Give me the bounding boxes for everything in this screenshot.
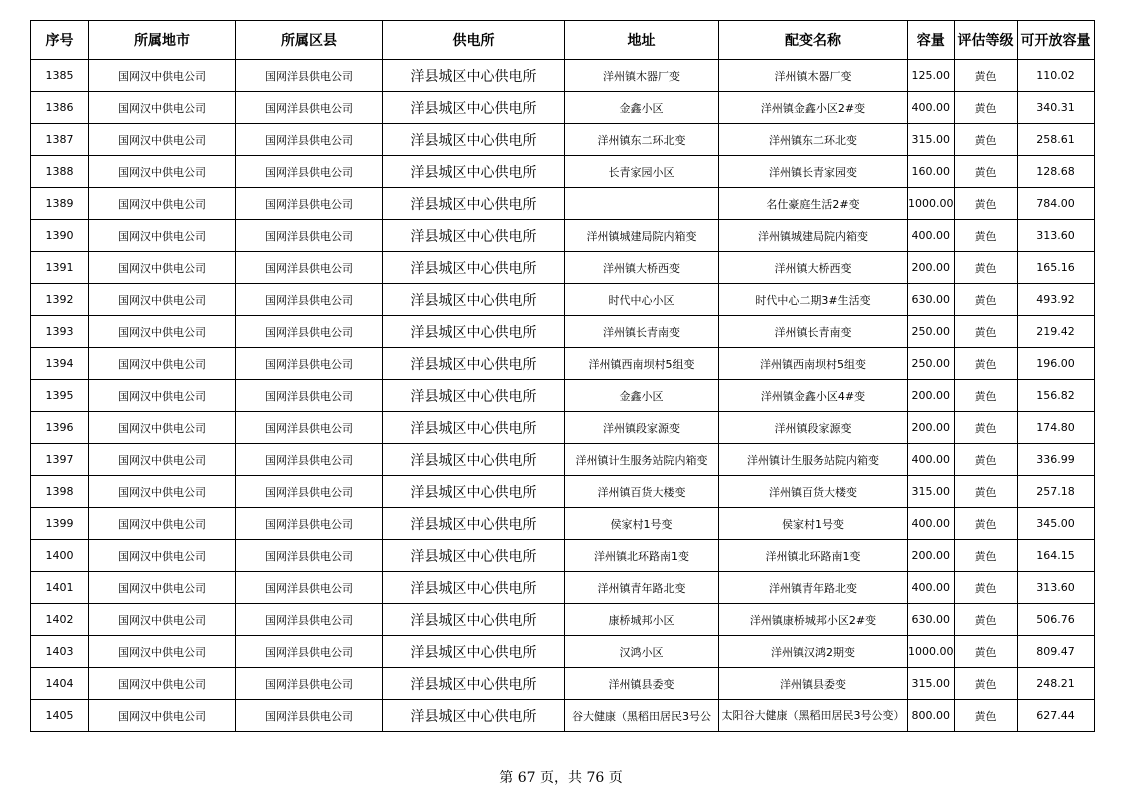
table-row	[31, 636, 1095, 668]
cell-station: 洋县城区中心供电所	[383, 316, 565, 348]
cell-capacity: 315.00	[908, 668, 955, 700]
cell-county: 国网洋县供电公司	[236, 476, 383, 508]
cell-transformer-name: 洋州镇百货大楼变	[719, 476, 908, 508]
cell-no: 1386	[31, 92, 89, 124]
cell-county: 国网洋县供电公司	[236, 124, 383, 156]
cell-station: 洋县城区中心供电所	[383, 700, 565, 732]
cell-county: 国网洋县供电公司	[236, 412, 383, 444]
cell-no: 1392	[31, 284, 89, 316]
header-station: 供电所	[383, 21, 565, 60]
table-row	[31, 220, 1095, 252]
cell-address	[565, 700, 719, 732]
cell-capacity: 200.00	[908, 380, 955, 412]
cell-transformer-name: 洋州镇段家源变	[719, 412, 908, 444]
cell-transformer-name: 洋州镇西南坝村5组变	[719, 348, 908, 380]
cell-city: 国网汉中供电公司	[89, 412, 236, 444]
cell-no: 1401	[31, 572, 89, 604]
cell-open-capacity: 164.15	[1017, 540, 1094, 572]
cell-city: 国网汉中供电公司	[89, 252, 236, 284]
cell-station: 洋县城区中心供电所	[383, 380, 565, 412]
cell-address: 洋州镇北环路南1变	[565, 540, 719, 572]
cell-transformer-name: 侯家村1号变	[719, 508, 908, 540]
cell-address: 洋州镇东二环北变	[565, 124, 719, 156]
cell-address: 侯家村1号变	[565, 508, 719, 540]
cell-address: 洋州镇县委变	[565, 668, 719, 700]
cell-level: 黄色	[954, 508, 1017, 540]
cell-city: 国网汉中供电公司	[89, 540, 236, 572]
cell-address: 洋州镇西南坝村5组变	[565, 348, 719, 380]
cell-capacity: 125.00	[908, 60, 955, 92]
table-row	[31, 156, 1095, 188]
cell-no: 1394	[31, 348, 89, 380]
cell-address: 长青家园小区	[565, 156, 719, 188]
cell-no: 1398	[31, 476, 89, 508]
cell-transformer-name: 洋州镇木器厂变	[719, 60, 908, 92]
cell-capacity: 400.00	[908, 220, 955, 252]
cell-county: 国网洋县供电公司	[236, 348, 383, 380]
cell-city: 国网汉中供电公司	[89, 380, 236, 412]
cell-level: 黄色	[954, 572, 1017, 604]
cell-station: 洋县城区中心供电所	[383, 124, 565, 156]
cell-station: 洋县城区中心供电所	[383, 348, 565, 380]
cell-open-capacity: 345.00	[1017, 508, 1094, 540]
cell-no: 1387	[31, 124, 89, 156]
cell-city: 国网汉中供电公司	[89, 316, 236, 348]
cell-station: 洋县城区中心供电所	[383, 284, 565, 316]
cell-open-capacity: 174.80	[1017, 412, 1094, 444]
cell-capacity: 160.00	[908, 156, 955, 188]
cell-address: 洋州镇计生服务站院内箱变	[565, 444, 719, 476]
cell-city: 国网汉中供电公司	[89, 220, 236, 252]
cell-station: 洋县城区中心供电所	[383, 188, 565, 220]
cell-city: 国网汉中供电公司	[89, 444, 236, 476]
cell-open-capacity: 196.00	[1017, 348, 1094, 380]
cell-open-capacity: 493.92	[1017, 284, 1094, 316]
cell-no: 1403	[31, 636, 89, 668]
cell-capacity: 400.00	[908, 92, 955, 124]
cell-station: 洋县城区中心供电所	[383, 476, 565, 508]
cell-city: 国网汉中供电公司	[89, 572, 236, 604]
header-open-capacity: 可开放容量	[1017, 21, 1094, 60]
cell-level: 黄色	[954, 380, 1017, 412]
cell-transformer-name: 洋州镇东二环北变	[719, 124, 908, 156]
cell-capacity: 250.00	[908, 316, 955, 348]
cell-address: 洋州镇青年路北变	[565, 572, 719, 604]
cell-station: 洋县城区中心供电所	[383, 156, 565, 188]
cell-address: 康桥城邦小区	[565, 604, 719, 636]
table-row	[31, 124, 1095, 156]
cell-level: 黄色	[954, 412, 1017, 444]
table-row	[31, 604, 1095, 636]
cell-county: 国网洋县供电公司	[236, 220, 383, 252]
cell-address-text: 谷大健康（黑稻田居民3号公	[572, 709, 711, 723]
cell-city: 国网汉中供电公司	[89, 188, 236, 220]
cell-address: 金鑫小区	[565, 92, 719, 124]
cell-city: 国网汉中供电公司	[89, 636, 236, 668]
cell-county: 国网洋县供电公司	[236, 252, 383, 284]
cell-station: 洋县城区中心供电所	[383, 444, 565, 476]
cell-level: 黄色	[954, 220, 1017, 252]
cell-capacity: 315.00	[908, 124, 955, 156]
cell-county: 国网洋县供电公司	[236, 284, 383, 316]
cell-open-capacity: 627.44	[1017, 700, 1094, 732]
header-row	[31, 21, 1095, 60]
cell-station: 洋县城区中心供电所	[383, 92, 565, 124]
cell-no: 1399	[31, 508, 89, 540]
table-row	[31, 700, 1095, 732]
cell-city: 国网汉中供电公司	[89, 124, 236, 156]
table-row	[31, 444, 1095, 476]
cell-county: 国网洋县供电公司	[236, 540, 383, 572]
cell-no: 1393	[31, 316, 89, 348]
cell-no: 1390	[31, 220, 89, 252]
cell-city: 国网汉中供电公司	[89, 604, 236, 636]
cell-open-capacity: 340.31	[1017, 92, 1094, 124]
cell-address: 洋州镇大桥西变	[565, 252, 719, 284]
cell-station: 洋县城区中心供电所	[383, 636, 565, 668]
cell-level: 黄色	[954, 348, 1017, 380]
cell-city: 国网汉中供电公司	[89, 348, 236, 380]
cell-city: 国网汉中供电公司	[89, 476, 236, 508]
cell-transformer-name: 洋州镇金鑫小区4#变	[719, 380, 908, 412]
cell-capacity: 1000.00	[908, 636, 955, 668]
cell-level: 黄色	[954, 188, 1017, 220]
cell-open-capacity: 156.82	[1017, 380, 1094, 412]
cell-county: 国网洋县供电公司	[236, 188, 383, 220]
cell-open-capacity: 165.16	[1017, 252, 1094, 284]
cell-open-capacity: 506.76	[1017, 604, 1094, 636]
header-level: 评估等级	[954, 21, 1017, 60]
header-city: 所属地市	[89, 21, 236, 60]
cell-level: 黄色	[954, 636, 1017, 668]
cell-no: 1388	[31, 156, 89, 188]
cell-level: 黄色	[954, 92, 1017, 124]
cell-county: 国网洋县供电公司	[236, 700, 383, 732]
capacity-table	[30, 20, 1095, 732]
table-row	[31, 668, 1095, 700]
cell-city: 国网汉中供电公司	[89, 284, 236, 316]
cell-county: 国网洋县供电公司	[236, 572, 383, 604]
cell-city: 国网汉中供电公司	[89, 700, 236, 732]
cell-open-capacity: 313.60	[1017, 220, 1094, 252]
cell-capacity: 200.00	[908, 252, 955, 284]
cell-transformer-name: 时代中心二期3#生活变	[719, 284, 908, 316]
cell-level: 黄色	[954, 476, 1017, 508]
cell-level: 黄色	[954, 60, 1017, 92]
cell-open-capacity: 110.02	[1017, 60, 1094, 92]
cell-transformer-name: 洋州镇北环路南1变	[719, 540, 908, 572]
cell-transformer-name: 洋州镇计生服务站院内箱变	[719, 444, 908, 476]
cell-station: 洋县城区中心供电所	[383, 252, 565, 284]
header-address: 地址	[565, 21, 719, 60]
cell-county: 国网洋县供电公司	[236, 508, 383, 540]
cell-open-capacity: 313.60	[1017, 572, 1094, 604]
page-footer: 第 67 页，共 76 页	[499, 770, 623, 786]
cell-open-capacity: 336.99	[1017, 444, 1094, 476]
cell-city: 国网汉中供电公司	[89, 92, 236, 124]
cell-station: 洋县城区中心供电所	[383, 604, 565, 636]
cell-county: 国网洋县供电公司	[236, 444, 383, 476]
cell-capacity: 630.00	[908, 284, 955, 316]
cell-county: 国网洋县供电公司	[236, 380, 383, 412]
cell-address: 洋州镇段家源变	[565, 412, 719, 444]
cell-city: 国网汉中供电公司	[89, 508, 236, 540]
cell-no: 1404	[31, 668, 89, 700]
cell-address: 洋州镇百货大楼变	[565, 476, 719, 508]
cell-open-capacity: 258.61	[1017, 124, 1094, 156]
cell-level: 黄色	[954, 700, 1017, 732]
table-row	[31, 412, 1095, 444]
cell-capacity: 400.00	[908, 508, 955, 540]
table-row	[31, 572, 1095, 604]
cell-county: 国网洋县供电公司	[236, 668, 383, 700]
cell-capacity: 630.00	[908, 604, 955, 636]
cell-county: 国网洋县供电公司	[236, 156, 383, 188]
cell-open-capacity: 128.68	[1017, 156, 1094, 188]
cell-transformer-name: 太阳谷大健康（黑稻田居民3号公变）	[719, 700, 908, 732]
cell-capacity: 315.00	[908, 476, 955, 508]
header-no: 序号	[31, 21, 89, 60]
cell-transformer-name: 洋州镇青年路北变	[719, 572, 908, 604]
cell-no: 1397	[31, 444, 89, 476]
table-row	[31, 188, 1095, 220]
cell-station: 洋县城区中心供电所	[383, 412, 565, 444]
cell-address: 洋州镇长青南变	[565, 316, 719, 348]
cell-no: 1395	[31, 380, 89, 412]
cell-capacity: 250.00	[908, 348, 955, 380]
table-row	[31, 60, 1095, 92]
header-county: 所属区县	[236, 21, 383, 60]
cell-address: 洋州镇木器厂变	[565, 60, 719, 92]
cell-no: 1389	[31, 188, 89, 220]
cell-no: 1402	[31, 604, 89, 636]
cell-address	[565, 188, 719, 220]
cell-level: 黄色	[954, 124, 1017, 156]
cell-no: 1405	[31, 700, 89, 732]
cell-county: 国网洋县供电公司	[236, 316, 383, 348]
header-capacity: 容量	[908, 21, 955, 60]
cell-transformer-name: 洋州镇县委变	[719, 668, 908, 700]
cell-city: 国网汉中供电公司	[89, 668, 236, 700]
table-row	[31, 284, 1095, 316]
table-row	[31, 508, 1095, 540]
cell-station: 洋县城区中心供电所	[383, 508, 565, 540]
cell-address: 洋州镇城建局院内箱变	[565, 220, 719, 252]
cell-county: 国网洋县供电公司	[236, 92, 383, 124]
cell-no: 1400	[31, 540, 89, 572]
cell-capacity: 1000.00	[908, 188, 955, 220]
cell-level: 黄色	[954, 284, 1017, 316]
cell-level: 黄色	[954, 540, 1017, 572]
cell-city: 国网汉中供电公司	[89, 60, 236, 92]
cell-open-capacity: 784.00	[1017, 188, 1094, 220]
cell-city: 国网汉中供电公司	[89, 156, 236, 188]
cell-transformer-name: 洋州镇长青家园变	[719, 156, 908, 188]
table-row	[31, 380, 1095, 412]
cell-level: 黄色	[954, 316, 1017, 348]
cell-open-capacity: 219.42	[1017, 316, 1094, 348]
cell-capacity: 200.00	[908, 540, 955, 572]
cell-capacity: 400.00	[908, 444, 955, 476]
cell-station: 洋县城区中心供电所	[383, 668, 565, 700]
table-row	[31, 476, 1095, 508]
table-row	[31, 92, 1095, 124]
cell-transformer-name: 洋州镇汉鸿2期变	[719, 636, 908, 668]
cell-transformer-name: 洋州镇金鑫小区2#变	[719, 92, 908, 124]
cell-station: 洋县城区中心供电所	[383, 572, 565, 604]
cell-transformer-name: 洋州镇城建局院内箱变	[719, 220, 908, 252]
cell-capacity: 400.00	[908, 572, 955, 604]
cell-county: 国网洋县供电公司	[236, 604, 383, 636]
cell-level: 黄色	[954, 252, 1017, 284]
table-row	[31, 348, 1095, 380]
cell-transformer-name: 洋州镇长青南变	[719, 316, 908, 348]
table-body	[31, 60, 1095, 732]
table-row	[31, 540, 1095, 572]
cell-no: 1396	[31, 412, 89, 444]
cell-capacity: 200.00	[908, 412, 955, 444]
header-transformer-name: 配变名称	[719, 21, 908, 60]
cell-station: 洋县城区中心供电所	[383, 540, 565, 572]
cell-no: 1385	[31, 60, 89, 92]
cell-transformer-name: 名仕豪庭生活2#变	[719, 188, 908, 220]
cell-level: 黄色	[954, 156, 1017, 188]
cell-county: 国网洋县供电公司	[236, 636, 383, 668]
cell-address: 金鑫小区	[565, 380, 719, 412]
cell-level: 黄色	[954, 604, 1017, 636]
table-row	[31, 316, 1095, 348]
cell-address: 时代中心小区	[565, 284, 719, 316]
table-row	[31, 252, 1095, 284]
cell-address: 汉鸿小区	[565, 636, 719, 668]
cell-capacity: 800.00	[908, 700, 955, 732]
cell-open-capacity: 809.47	[1017, 636, 1094, 668]
cell-station: 洋县城区中心供电所	[383, 220, 565, 252]
cell-level: 黄色	[954, 668, 1017, 700]
cell-level: 黄色	[954, 444, 1017, 476]
cell-no: 1391	[31, 252, 89, 284]
cell-open-capacity: 248.21	[1017, 668, 1094, 700]
cell-station: 洋县城区中心供电所	[383, 60, 565, 92]
cell-transformer-name: 洋州镇大桥西变	[719, 252, 908, 284]
cell-transformer-name: 洋州镇康桥城邦小区2#变	[719, 604, 908, 636]
cell-open-capacity: 257.18	[1017, 476, 1094, 508]
cell-county: 国网洋县供电公司	[236, 60, 383, 92]
